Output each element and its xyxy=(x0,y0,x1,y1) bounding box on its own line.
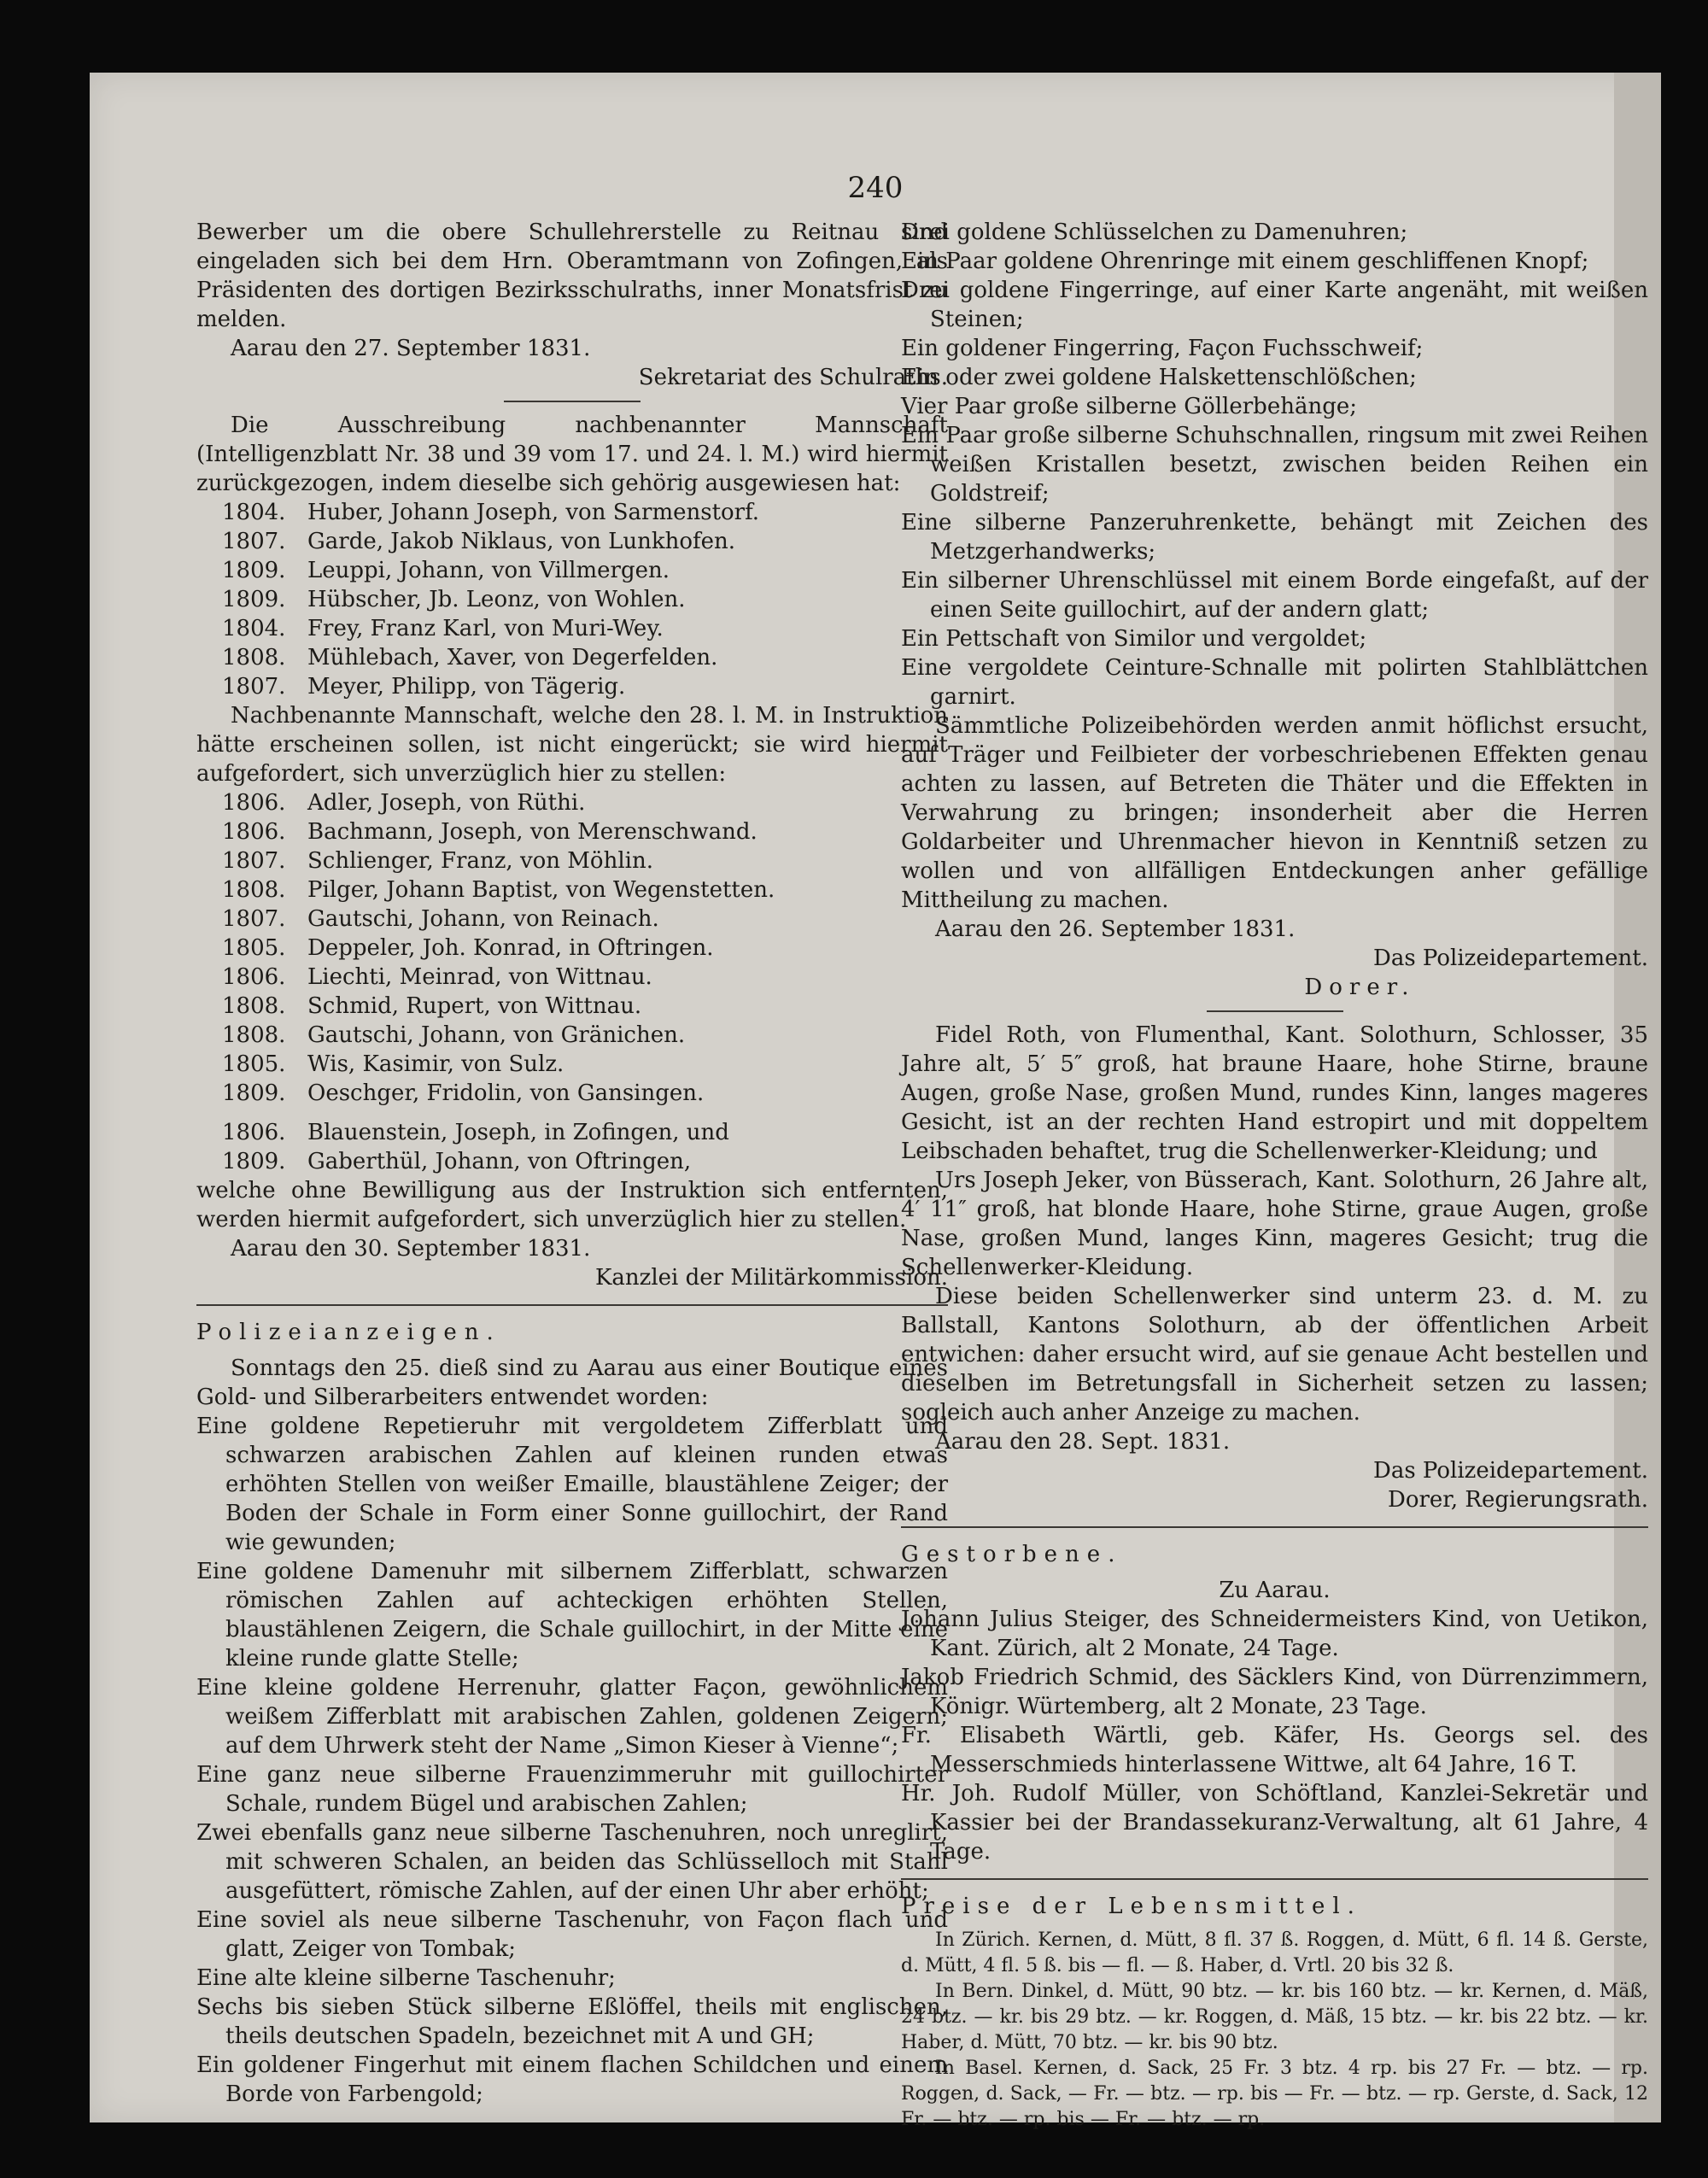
roster-name: Hübscher, Jb. Leonz, von Wohlen. xyxy=(307,587,686,612)
divider xyxy=(504,401,640,402)
military-date: Aarau den 30. September 1831. xyxy=(231,1236,591,1262)
roster-entry xyxy=(196,1050,948,1079)
roster-entry xyxy=(196,1147,948,1176)
roster-year: 1807. xyxy=(222,848,286,874)
roster-entry xyxy=(196,672,948,701)
roster-name: Oeschger, Fridolin, von Gansingen. xyxy=(307,1080,705,1106)
roster-year: 1806. xyxy=(222,790,286,816)
police-intro: Sonntags den 25. dieß sind zu Aarau aus einer Boutique eines Gold- und Silberarbeiters entwendet worden: xyxy=(196,1355,948,1410)
summoned-list xyxy=(196,788,948,1108)
death-entry: Fr. Elisabeth Wärtli, geb. Käfer, Hs. Georgs sel. des Messerschmieds hinterlassene Wittwe, alt 64 Jahre, 16 T. xyxy=(901,1723,1648,1777)
stolen-item: Ein Pettschaft von Similor und vergoldet; xyxy=(901,626,1367,652)
roster-name: Liechti, Meinrad, von Wittnau. xyxy=(307,964,652,990)
military-summons-intro: Nachbenannte Mannschaft, welche den 28. l. M. in Instruktion hätte erscheinen sollen, ist nicht eingerückt; sie wird hiermit aufgefordert, sich unverzüglich hier zu stellen: xyxy=(196,703,948,787)
roster-name: Gautschi, Johann, von Gränichen. xyxy=(307,1022,686,1048)
right-column xyxy=(901,218,1648,2133)
fugitives-request: Diese beiden Schellenwerker sind unterm 23. d. M. zu Ballstall, Kantons Solothurn, ab der öffentlichen Arbeit entwichen: daher ersucht wird, auf sie genaue Acht bestellen und dieselben im Betretungsfall in Sicherheit setzen zu lassen; sogleich auch anher Anzeige zu machen. xyxy=(901,1284,1648,1426)
stolen-items-right xyxy=(901,218,1648,711)
police-signature-dept: Das Polizeidepartement. xyxy=(1372,946,1648,971)
roster-entry xyxy=(196,556,948,585)
price-entry: In Basel. Kernen, d. Sack, 25 Fr. 3 btz. 4 rp. bis 27 Fr. — btz. — rp. Roggen, d. Sack, — Fr. — btz. — rp. bis — Fr. — btz. — rp. Gerste, d. Sack, 12 Fr. — btz. — rp. bis — Fr. — btz. — rp. xyxy=(901,2058,1648,2130)
fugitives-signature-dept: Das Polizeidepartement. xyxy=(1372,1458,1648,1484)
roster-name: Mühlebach, Xaver, von Degerfelden. xyxy=(307,645,718,670)
roster-name: Frey, Franz Karl, von Muri-Wey. xyxy=(307,616,664,641)
roster-name: Bachmann, Joseph, von Merenschwand. xyxy=(307,819,757,845)
stolen-item: Eine alte kleine silberne Taschenuhr; xyxy=(196,1965,616,1991)
roster-entry xyxy=(196,788,948,817)
roster-year: 1809. xyxy=(222,587,286,612)
death-entry: Johann Julius Steiger, des Schneidermeisters Kind, von Uetikon, Kant. Zürich, alt 2 Monate, 24 Tage. xyxy=(901,1607,1648,1661)
roster-entry xyxy=(196,963,948,992)
stolen-item: Vier Paar große silberne Göllerbehänge; xyxy=(901,394,1357,419)
roster-year: 1809. xyxy=(222,1080,286,1106)
police-request: Sämmtliche Polizeibehörden werden anmit höflichst ersucht, auf Träger und Feilbieter der vorbeschriebenen Effekten genau achten zu lassen, auf Betreten die Thäter und die Effekten in Verwahrung zu bringen; insonderheit aber die Herren Goldarbeiter und Uhrenmacher hievon in Kenntniß setzen zu wollen und von allfälligen Entdeckungen anher gefällige Mittheilung zu machen. xyxy=(901,713,1648,913)
roster-name: Deppeler, Joh. Konrad, in Oftringen. xyxy=(307,935,714,961)
stolen-item: Ein goldener Fingerhut mit einem flachen Schildchen und einem Borde von Farbengold; xyxy=(196,2052,948,2107)
roster-year: 1809. xyxy=(222,1149,286,1174)
roster-name: Gaberthül, Johann, von Oftringen, xyxy=(307,1149,692,1174)
roster-name: Schmid, Rupert, von Wittnau. xyxy=(307,993,642,1019)
roster-entry xyxy=(196,585,948,614)
police-heading: Polizeianzeigen. xyxy=(196,1320,501,1345)
death-entry: Jakob Friedrich Schmid, des Säcklers Kind, von Dürrenzimmern, Königr. Würtemberg, alt 2 Monate, 23 Tage. xyxy=(901,1665,1648,1719)
school-notice-date: Aarau den 27. September 1831. xyxy=(231,336,591,361)
roster-entry xyxy=(196,643,948,672)
price-entry: In Bern. Dinkel, d. Mütt, 90 btz. — kr. bis 160 btz. — kr. Kernen, d. Mäß, 24 btz. — kr. bis 29 btz. — kr. Roggen, d. Mäß, 15 btz. — kr. bis 22 btz. — kr. Haber, d. Mütt, 70 btz. — kr. bis 90 btz. xyxy=(901,1981,1648,2053)
roster-entry xyxy=(196,846,948,875)
price-entry: In Zürich. Kernen, d. Mütt, 8 fl. 37 ß. Roggen, d. Mütt, 6 fl. 14 ß. Gerste, d. Mütt, 4 fl. 5 ß. bis — fl. — ß. Haber, d. Vrtl. 20 bis 32 ß. xyxy=(901,1929,1648,1976)
stolen-item: Eine goldene Repetieruhr mit vergoldetem Zifferblatt und schwarzen arabischen Zahlen auf kleinen runden etwas erhöhten Stellen von weißer Emaille, blaustählene Zeiger; der Boden der Schale in Form einer Sonne guillochirt, der Rand wie gewunden; xyxy=(196,1414,948,1555)
roster-year: 1808. xyxy=(222,645,286,670)
stolen-item: Zwei ebenfalls ganz neue silberne Taschenuhren, noch unreglirt, mit schweren Schalen, an beiden das Schlüsselloch mit Stahl ausgefüttert, römische Zahlen, auf der einen Uhr aber erhöht; xyxy=(196,1820,948,1904)
deaths-place: Zu Aarau. xyxy=(1219,1578,1331,1603)
stolen-item: Ein oder zwei goldene Halskettenschlößchen; xyxy=(901,365,1417,390)
roster-entry xyxy=(196,527,948,556)
roster-year: 1805. xyxy=(222,935,286,961)
roster-year: 1808. xyxy=(222,877,286,903)
stolen-item: Ein Paar goldene Ohrenringe mit einem geschliffenen Knopf; xyxy=(901,249,1589,274)
roster-name: Blauenstein, Joseph, in Zofingen, und xyxy=(307,1120,729,1145)
stolen-item: Eine soviel als neue silberne Taschenuhr, von Façon flach und glatt, Zeiger von Tombak; xyxy=(196,1907,948,1962)
stolen-item: Eine goldene Damenuhr mit silbernem Zifferblatt, schwarzen römischen Zahlen auf achteckigen erhöhten Stellen, blaustählenen Zeigern, die Schale guillochirt, in der Mitte eine kleine runde glatte Stelle; xyxy=(196,1559,948,1672)
roster-entry xyxy=(196,934,948,963)
fugitive-jeker: Urs Joseph Jeker, von Büsserach, Kant. Solothurn, 26 Jahre alt, 4′ 11″ groß, hat blonde Haare, hohe Stirne, graue Augen, große Nase, großen Mund, langes Kinn, mageres Gesicht; trug die Schellenwerker-Kleidung. xyxy=(901,1168,1648,1280)
stolen-item: Ein goldener Fingerring, Façon Fuchsschweif; xyxy=(901,336,1424,361)
deaths-heading: Gestorbene. xyxy=(901,1542,1123,1567)
section-divider xyxy=(196,1304,948,1306)
roster-name: Garde, Jakob Niklaus, von Lunkhofen. xyxy=(307,529,736,554)
police-signature-name: Dorer. xyxy=(1304,975,1416,1000)
roster-year: 1804. xyxy=(222,500,286,525)
stolen-item: Drei goldene Fingerringe, auf einer Karte angenäht, mit weißen Steinen; xyxy=(901,278,1648,332)
withdrawn-list xyxy=(196,498,948,701)
roster-name: Leuppi, Johann, von Villmergen. xyxy=(307,558,670,583)
fugitives-date: Aarau den 28. Sept. 1831. xyxy=(935,1429,1231,1455)
stolen-item: Sechs bis sieben Stück silberne Eßlöffel, theils mit englischen, theils deutschen Spadeln, bezeichnet mit A und GH; xyxy=(196,1994,948,2049)
roster-entry xyxy=(196,905,948,934)
fugitives-signature-name: Dorer, Regierungsrath. xyxy=(1387,1487,1648,1513)
page-number: 240 xyxy=(847,171,904,205)
roster-name: Pilger, Johann Baptist, von Wegenstetten. xyxy=(307,877,775,903)
roster-name: Wis, Kasimir, von Sulz. xyxy=(307,1051,564,1077)
stolen-item: Eine ganz neue silberne Frauenzimmeruhr mit guillochirter Schale, rundem Bügel und arabischen Zahlen; xyxy=(196,1762,948,1817)
fugitive-roth: Fidel Roth, von Flumenthal, Kant. Solothurn, Schlosser, 35 Jahre alt, 5′ 5″ groß, hat braune Haare, hohe Stirne, braune Augen, große Nase, großen Mund, rundes Kinn, langes mageres Gesicht, ist an der rechten Hand estropirt und mit doppeltem Leibschaden behaftet, trug die Schellenwerker-Kleidung; und xyxy=(901,1022,1648,1164)
roster-name: Adler, Joseph, von Rüthi. xyxy=(307,790,586,816)
roster-entry xyxy=(196,817,948,846)
roster-year: 1807. xyxy=(222,529,286,554)
escaped-list xyxy=(196,1118,948,1176)
roster-name: Meyer, Philipp, von Tägerig. xyxy=(307,674,626,700)
school-notice-text: Bewerber um die obere Schullehrerstelle zu Reitnau sind eingeladen sich bei dem Hrn. Oberamtmann von Zofingen, als Präsidenten des dortigen Bezirksschulraths, inner Monatsfrist zu melden. xyxy=(196,220,948,332)
death-entry: Hr. Joh. Rudolf Müller, von Schöftland, Kanzlei-Sekretär und Kassier bei der Brandassekuranz-Verwaltung, alt 61 Jahre, 4 Tage. xyxy=(901,1781,1648,1865)
prices-heading: Preise der Lebensmittel. xyxy=(901,1894,1362,1919)
stolen-item: Eine silberne Panzeruhrenkette, behängt mit Zeichen des Metzgerhandwerks; xyxy=(901,510,1648,565)
stolen-item: Eine kleine goldene Herrenuhr, glatter Façon, gewöhnlichem weißem Zifferblatt mit arabischen Zahlen, goldenen Zeigern; auf dem Uhrwerk steht der Name „Simon Kieser à Vienne“; xyxy=(196,1675,948,1759)
stolen-item: Eine vergoldete Ceinture-Schnalle mit polirten Stahlblättchen garnirt. xyxy=(901,655,1648,710)
roster-year: 1806. xyxy=(222,819,286,845)
roster-name: Gautschi, Johann, von Reinach. xyxy=(307,906,659,932)
section-divider xyxy=(901,1526,1648,1528)
stolen-item: Drei goldene Schlüsselchen zu Damenuhren; xyxy=(901,220,1408,245)
roster-year: 1806. xyxy=(222,1120,286,1145)
left-column xyxy=(196,218,948,2109)
roster-year: 1808. xyxy=(222,1022,286,1048)
military-outro: welche ohne Bewilligung aus der Instruktion sich entfernten, werden hiermit aufgefordert, sich unverzüglich hier zu stellen. xyxy=(196,1178,948,1232)
roster-name: Schlienger, Franz, von Möhlin. xyxy=(307,848,653,874)
roster-entry xyxy=(196,614,948,643)
roster-year: 1808. xyxy=(222,993,286,1019)
police-date: Aarau den 26. September 1831. xyxy=(935,916,1296,942)
roster-entry xyxy=(196,498,948,527)
roster-entry xyxy=(196,1021,948,1050)
roster-year: 1804. xyxy=(222,616,286,641)
roster-year: 1805. xyxy=(222,1051,286,1077)
divider xyxy=(1207,1010,1343,1012)
roster-entry xyxy=(196,1118,948,1147)
stolen-item: Ein silberner Uhrenschlüssel mit einem Borde eingefaßt, auf der einen Seite guillochirt, auf der andern glatt; xyxy=(901,568,1648,623)
deaths-list xyxy=(901,1605,1648,1866)
roster-year: 1809. xyxy=(222,558,286,583)
roster-entry xyxy=(196,1079,948,1108)
newspaper-page xyxy=(90,73,1661,2130)
prices-list xyxy=(901,1928,1648,2133)
roster-year: 1807. xyxy=(222,674,286,700)
stolen-item: Ein Paar große silberne Schuhschnallen, ringsum mit zwei Reihen weißen Kristallen besetzt, zwischen beiden Reihen ein Goldstreif; xyxy=(901,423,1648,506)
roster-entry xyxy=(196,875,948,905)
school-notice-signature: Sekretariat des Schulraths. xyxy=(638,365,948,390)
stolen-items-left xyxy=(196,1412,948,2109)
roster-year: 1807. xyxy=(222,906,286,932)
military-withdrawal-intro: Die Ausschreibung nachbenannter Mannschaft (Intelligenzblatt Nr. 38 und 39 vom 17. und 24. l. M.) wird hiermit zurückgezogen, indem dieselbe sich gehörig ausgewiesen hat: xyxy=(196,413,948,496)
roster-entry xyxy=(196,992,948,1021)
roster-year: 1806. xyxy=(222,964,286,990)
section-divider xyxy=(901,1878,1648,1880)
military-signature: Kanzlei der Militärkommission. xyxy=(594,1265,948,1291)
roster-name: Huber, Johann Joseph, von Sarmenstorf. xyxy=(307,500,760,525)
